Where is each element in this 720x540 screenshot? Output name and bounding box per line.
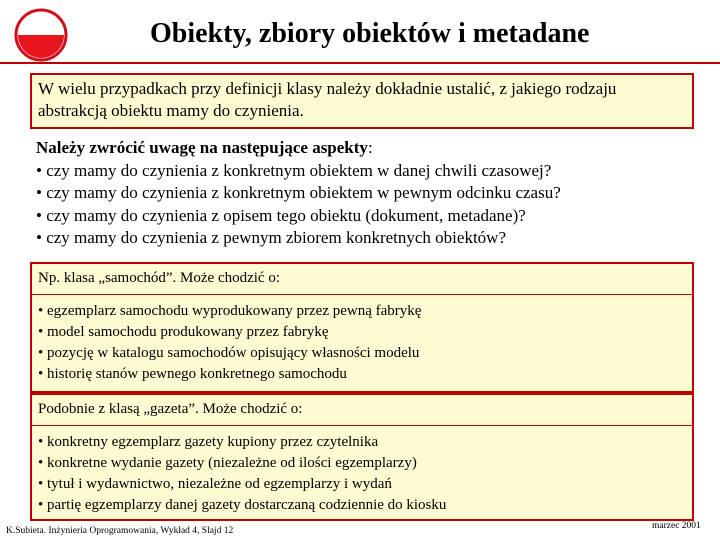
intro-text: W wielu przypadkach przy definicji klasy należy dokładnie ustalić, z jakiego rodzaju abstrakcją obiektu mamy do czynienia. [38,79,617,120]
aspects-lead [36,137,696,160]
newspaper-example-heading: Podobnie z klasą „gazeta”. Może chodzić o: [38,401,303,417]
car-example-item: • historię stanów pewnego konkretnego samochodu [38,366,347,382]
intro-box [30,73,694,129]
car-example-item: • egzemplarz samochodu wyprodukowany przez pewną fabrykę [38,303,422,319]
aspect-item: • czy mamy do czynienia z konkretnym obiektem w danej chwili czasowej? [36,160,552,180]
newspaper-example-box [30,393,694,521]
aspects-lead-suffix: : [367,138,373,157]
car-example-divider [32,294,692,295]
car-example-item: • pozycję w katalogu samochodów opisujący własności modelu [38,345,420,361]
aspect-item: • czy mamy do czynienia z opisem tego obiektu (dokument, metadane)? [36,205,526,225]
aspects-lead-bold: Należy zwrócić uwagę na następujące aspekty [36,138,368,157]
aspect-item: • czy mamy do czynienia z konkretnym obiektem w pewnym odcinku czasu? [36,183,561,202]
newspaper-example-item: • tytuł i wydawnictwo, niezależne od egzemplarzy i wydań [38,476,392,492]
car-example-item: • model samochodu produkowany przez fabrykę [38,324,329,340]
aspect-item: • czy mamy do czynienia z pewnym zbiorem konkretnych obiektów? [36,228,506,247]
page-title: Obiekty, zbiory obiektów i metadane [150,18,590,49]
car-example-heading: Np. klasa „samochód”. Może chodzić o: [38,270,280,286]
newspaper-example-item: • konkretne wydanie gazety (niezależne od ilości egzemplarzy) [38,455,417,471]
car-example-box [30,262,694,393]
aspects-section [36,137,696,250]
newspaper-example-item: • konkretny egzemplarz gazety kupiony przez czytelnika [38,434,379,450]
newspaper-example-item: • partię egzemplarzy danej gazety dostarczaną codziennie do kiosku [38,497,447,513]
logo-icon [14,8,68,62]
title-divider [0,62,720,64]
footer-date: marzec 2001 [652,521,701,531]
footer-credit: K.Subieta. Inżynieria Oprogramowania, Wykład 4, Slajd 12 [6,526,234,536]
newspaper-example-divider [32,425,692,426]
